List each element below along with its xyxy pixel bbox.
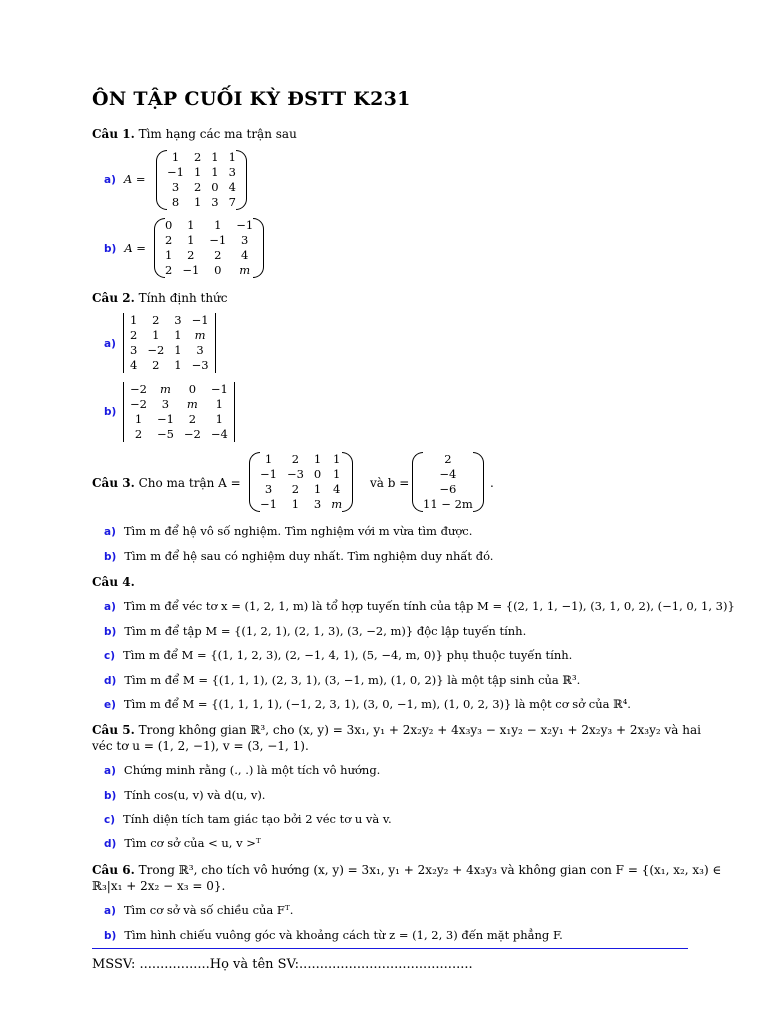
footer-student-info: MSSV: .................Họ và tên SV:..........................................	[92, 957, 473, 972]
matrix-entry: m	[186, 397, 198, 411]
matrix-entry: −1	[209, 233, 227, 247]
matrix-entry: 3	[161, 397, 170, 411]
q3-mid-text: và b =	[370, 476, 410, 490]
q2-a-label: a)	[104, 338, 116, 350]
matrix-row	[160, 263, 258, 278]
q4-e-label: e)	[104, 699, 116, 711]
q3-a-label: a)	[104, 526, 116, 538]
matrix-entry: 2	[130, 328, 138, 342]
q3-a-item	[104, 524, 472, 540]
q3-b-item	[104, 549, 493, 565]
matrix-entry: 1	[171, 150, 180, 164]
matrix-entry: 1	[165, 248, 173, 262]
matrix-entry: 2	[134, 427, 143, 441]
question-6-head: Câu 6.	[92, 863, 135, 877]
q3-b-label: b)	[104, 551, 117, 563]
matrix-entry: −2	[130, 397, 147, 411]
matrix-entry: 1	[187, 218, 195, 232]
matrix-entry: 1	[214, 218, 222, 232]
matrix-entry: m	[159, 382, 171, 396]
q5-item-c	[104, 812, 392, 828]
matrix-entry: 3	[196, 343, 204, 357]
matrix-entry: 1	[228, 150, 236, 164]
matrix-entry: 4	[333, 482, 341, 496]
question-3-text: Cho ma trận A =	[138, 476, 241, 490]
q4-item-e	[104, 697, 631, 713]
footer-divider	[92, 948, 688, 949]
matrix-entry: −3	[191, 358, 209, 372]
matrix-entry: 2	[187, 248, 195, 262]
document-title: ÔN TẬP CUỐI KỲ ĐSTT K231	[92, 88, 411, 110]
matrix-entry: 8	[171, 195, 180, 209]
matrix-entry: 4	[228, 180, 236, 194]
q6-b-label: b)	[104, 930, 117, 942]
question-3-head: Câu 3.	[92, 476, 135, 490]
matrix-entry: 1	[211, 150, 219, 164]
matrix-entry: 2	[165, 233, 173, 247]
q6-a-text: Tìm cơ sở và số chiều của Fᵀ.	[123, 903, 294, 917]
q3-b-vector	[418, 452, 478, 512]
matrix-row	[255, 497, 347, 512]
matrix-entry: 3	[228, 165, 236, 179]
q3-a-text: Tìm m để hệ vô số nghiệm. Tìm nghiệm với m vừa tìm được.	[123, 524, 473, 538]
question-5-head: Câu 5.	[92, 723, 135, 737]
matrix-entry: 3	[264, 482, 273, 496]
q4-d-text: Tìm m để M = {(1, 1, 1), (2, 3, 1), (3, −1, m), (1, 0, 2)} là một tập sinh của ℝ³.	[124, 673, 581, 687]
matrix-entry: 1	[215, 412, 223, 426]
q5-b-label: b)	[104, 790, 117, 802]
q1-a-label: a)	[104, 174, 116, 186]
q5-d-text: Tìm cơ sở của < u, v >ᵀ	[124, 836, 261, 850]
matrix-entry: 3	[171, 180, 180, 194]
q5-d-label: d)	[104, 838, 117, 850]
q1-a-matrix	[162, 150, 241, 210]
matrix-entry: 1	[264, 452, 273, 466]
matrix-row	[160, 248, 258, 263]
matrix-entry: −1	[182, 263, 200, 277]
q5-item-b	[104, 788, 265, 804]
q1-b-name: A =	[124, 241, 146, 255]
matrix-entry: 0	[313, 467, 322, 481]
q5-c-text: Tính diện tích tam giác tạo bởi 2 véc tơ u và v.	[123, 812, 392, 826]
matrix-entry: 3	[211, 195, 219, 209]
matrix-entry: 4	[130, 358, 138, 372]
matrix-row	[162, 195, 241, 210]
matrix-row	[160, 218, 258, 233]
q1-b-label-row	[104, 241, 146, 255]
q2-b-label: b)	[104, 406, 117, 418]
q4-item-a	[104, 599, 735, 615]
matrix-row	[255, 482, 347, 497]
matrix-entry: −1	[260, 467, 277, 481]
matrix-entry: 3	[241, 233, 249, 247]
q2-a-label-row	[104, 336, 124, 350]
question-6-line1: Trong ℝ³, cho tích vô hướng (x, y) = 3x₁, y₁ + 2x₂y₂ + 4x₃y₃ và không gian con F = {(x₁, x₂, x₃) ∈	[138, 863, 722, 877]
question-5	[92, 722, 701, 738]
matrix-entry: 1	[333, 452, 341, 466]
matrix-entry: 1	[174, 358, 182, 372]
matrix-entry: 2	[291, 482, 300, 496]
matrix-entry: 1	[215, 397, 223, 411]
matrix-row	[125, 382, 233, 397]
q5-a-label: a)	[104, 765, 116, 777]
q4-b-text: Tìm m để tập M = {(1, 2, 1), (2, 1, 3), (3, −2, m)} độc lập tuyến tính.	[124, 624, 527, 638]
matrix-row	[160, 233, 258, 248]
matrix-entry: 2	[193, 180, 202, 194]
q6-b-text: Tìm hình chiếu vuông góc và khoảng cách từ z = (1, 2, 3) đến mặt phẳng F.	[124, 928, 563, 942]
vector-row	[418, 452, 478, 467]
q4-item-c	[104, 648, 572, 664]
q2-a-determinant	[125, 313, 214, 373]
q5-item-a	[104, 763, 380, 779]
question-3	[92, 475, 241, 491]
question-1	[92, 126, 297, 142]
vector-entry: −4	[439, 467, 457, 481]
matrix-entry: 3	[174, 313, 182, 327]
matrix-entry: 1	[174, 343, 182, 357]
matrix-entry: 1	[193, 165, 202, 179]
matrix-entry: 1	[291, 497, 300, 511]
matrix-entry: m	[331, 497, 343, 511]
matrix-entry: 1	[313, 482, 322, 496]
question-5-line2: véc tơ u = (1, 2, −1), v = (3, −1, 1).	[92, 739, 309, 753]
matrix-entry: 2	[152, 313, 160, 327]
q6-a-label: a)	[104, 905, 116, 917]
matrix-entry: −1	[210, 382, 228, 396]
matrix-entry: −2	[183, 427, 201, 441]
q4-b-label: b)	[104, 626, 117, 638]
q3-b-text: Tìm m để hệ sau có nghiệm duy nhất. Tìm nghiệm duy nhất đó.	[124, 549, 494, 563]
q6-item-a	[104, 903, 293, 919]
matrix-row	[125, 358, 214, 373]
matrix-entry: 1	[193, 195, 202, 209]
matrix-entry: 4	[241, 248, 249, 262]
vector-entry: −6	[439, 482, 457, 496]
question-1-head: Câu 1.	[92, 127, 135, 141]
matrix-entry: 3	[313, 497, 322, 511]
matrix-row	[162, 150, 241, 165]
q5-c-label: c)	[104, 814, 116, 826]
q4-c-text: Tìm m để M = {(1, 1, 2, 3), (2, −1, 4, 1), (5, −4, m, 0)} phụ thuộc tuyến tính.	[123, 648, 573, 662]
vector-row	[418, 467, 478, 482]
question-2-text: Tính định thức	[138, 291, 228, 305]
matrix-entry: −1	[191, 313, 209, 327]
matrix-entry: −3	[286, 467, 304, 481]
matrix-row	[162, 165, 241, 180]
matrix-entry: −1	[236, 218, 254, 232]
matrix-entry: 1	[313, 452, 322, 466]
matrix-entry: 2	[165, 263, 173, 277]
matrix-entry: 2	[193, 150, 202, 164]
q4-a-text: Tìm m để véc tơ x = (1, 2, 1, m) là tổ hợp tuyến tính của tập M = {(2, 1, 1, −1), (3, 1, 0, 2), (−1, 0, 1, 3)}	[123, 599, 735, 613]
matrix-entry: 2	[152, 358, 160, 372]
question-4-head: Câu 4.	[92, 575, 135, 589]
matrix-entry: m	[194, 328, 206, 342]
matrix-entry: 2	[291, 452, 300, 466]
vector-row	[418, 497, 478, 512]
question-2	[92, 290, 228, 306]
question-6-line2: ℝ₃|x₁ + 2x₂ − x₃ = 0}.	[92, 879, 226, 893]
q3-end: .	[490, 476, 494, 490]
q4-item-b	[104, 624, 526, 640]
question-6	[92, 862, 721, 878]
matrix-row	[125, 427, 233, 442]
matrix-entry: 3	[130, 343, 138, 357]
question-1-text: Tìm hạng các ma trận sau	[138, 127, 297, 141]
matrix-entry: 0	[165, 218, 173, 232]
matrix-entry: 1	[211, 165, 219, 179]
q5-a-text: Chứng minh rằng (., .) là một tích vô hướng.	[123, 763, 381, 777]
vector-entry: 2	[444, 452, 452, 466]
q1-a-name: A =	[123, 172, 146, 186]
matrix-row	[125, 412, 233, 427]
question-2-head: Câu 2.	[92, 291, 135, 305]
vector-entry: 11 − 2m	[423, 497, 473, 511]
matrix-entry: −1	[260, 497, 277, 511]
matrix-entry: 1	[152, 328, 160, 342]
q4-e-text: Tìm m để M = {(1, 1, 1, 1), (−1, 2, 3, 1), (3, 0, −1, m), (1, 0, 2, 3)} là một cơ sở của ℝ⁴.	[123, 697, 631, 711]
q4-item-d	[104, 673, 580, 689]
matrix-entry: −1	[156, 412, 174, 426]
matrix-row	[125, 397, 233, 412]
q6-item-b	[104, 928, 563, 944]
question-5-line1: Trong không gian ℝ³, cho (x, y) = 3x₁, y₁ + 2x₂y₂ + 4x₃y₃ − x₁y₂ − x₂y₁ + 2x₂y₃ + 2x₃y₂ và hai	[138, 723, 701, 737]
q2-b-determinant	[125, 382, 233, 442]
matrix-entry: 0	[214, 263, 222, 277]
question-4	[92, 574, 135, 590]
q1-a-label-row	[104, 172, 146, 186]
matrix-entry: 7	[228, 195, 236, 209]
matrix-entry: −2	[147, 343, 165, 357]
q4-c-label: c)	[104, 650, 116, 662]
matrix-entry: 1	[333, 467, 341, 481]
q5-item-d	[104, 836, 261, 852]
q2-b-label-row	[104, 404, 124, 418]
matrix-entry: 1	[130, 313, 138, 327]
matrix-row	[255, 467, 347, 482]
matrix-row	[125, 313, 214, 328]
matrix-entry: 0	[188, 382, 197, 396]
matrix-entry: 1	[134, 412, 143, 426]
matrix-entry: 2	[214, 248, 222, 262]
q1-b-matrix	[160, 218, 258, 278]
matrix-entry: −1	[167, 165, 184, 179]
matrix-entry: m	[239, 263, 251, 277]
vector-row	[418, 482, 478, 497]
q1-b-label: b)	[104, 243, 117, 255]
matrix-entry: −2	[130, 382, 147, 396]
q3-A-matrix	[255, 452, 347, 512]
matrix-entry: 2	[188, 412, 197, 426]
q4-a-label: a)	[104, 601, 116, 613]
q4-d-label: d)	[104, 675, 117, 687]
matrix-row	[125, 343, 214, 358]
matrix-row	[162, 180, 241, 195]
matrix-entry: −5	[156, 427, 174, 441]
q5-b-text: Tính cos(u, v) và d(u, v).	[124, 788, 266, 802]
matrix-row	[125, 328, 214, 343]
matrix-row	[255, 452, 347, 467]
matrix-entry: −4	[210, 427, 228, 441]
matrix-entry: 1	[174, 328, 182, 342]
matrix-entry: 0	[211, 180, 219, 194]
matrix-entry: 1	[187, 233, 195, 247]
